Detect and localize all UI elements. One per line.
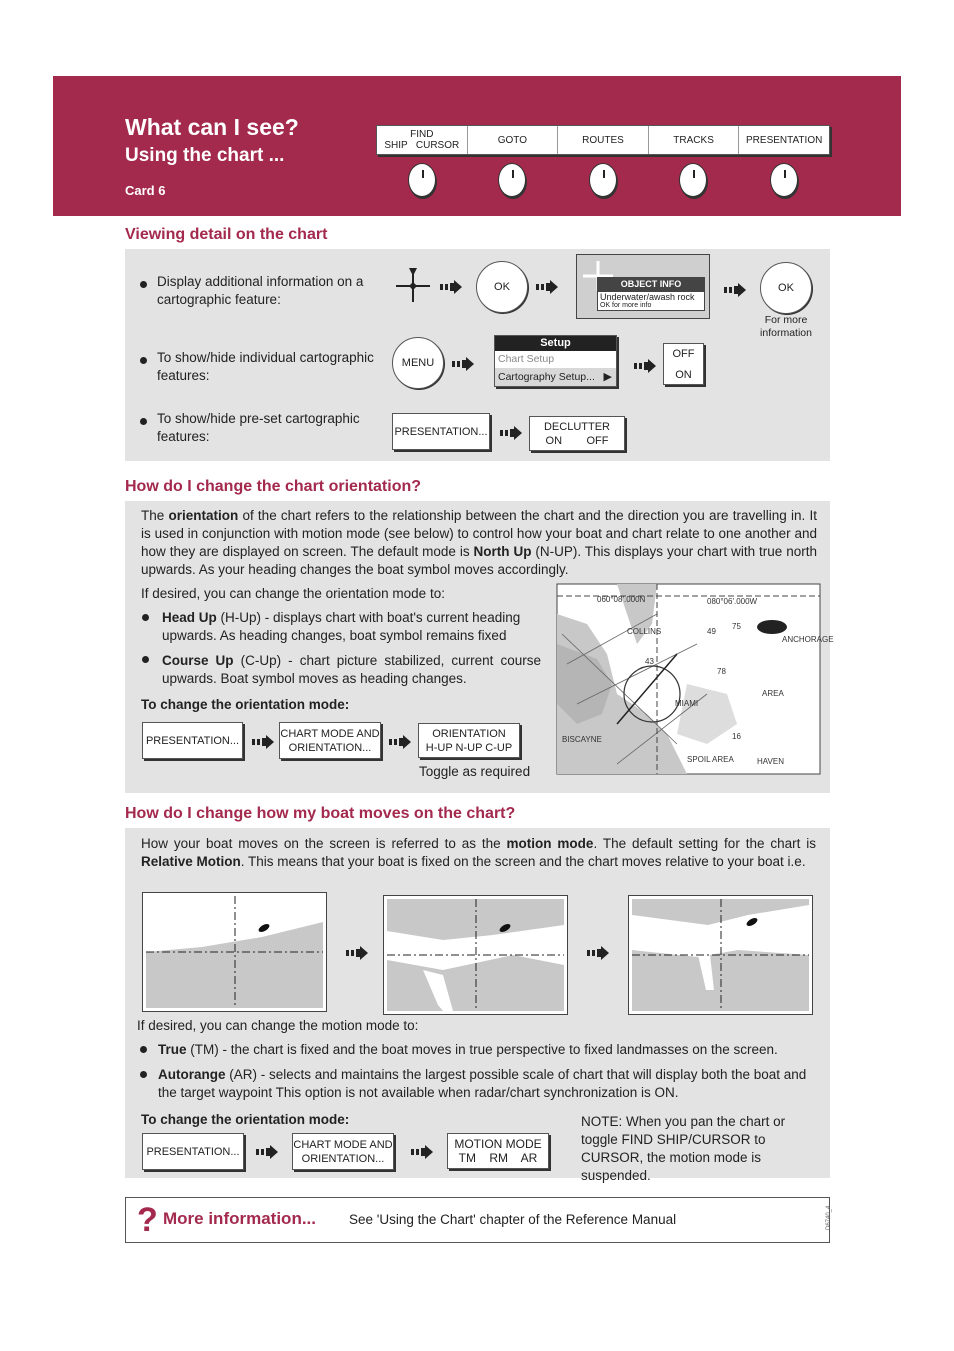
- orientation-options: H-UP N-UP C-UP: [425, 741, 513, 754]
- presentation-button[interactable]: PRESENTATION...: [142, 722, 243, 759]
- chart-label: 43: [645, 657, 654, 666]
- setup-title: Setup: [495, 336, 616, 351]
- declutter-options: ON OFF: [545, 434, 609, 447]
- chart-label: 16: [732, 732, 741, 741]
- declutter-toggle[interactable]: [529, 416, 625, 451]
- bullet: [142, 614, 149, 621]
- presentation-button[interactable]: PRESENTATION...: [392, 413, 490, 450]
- motion-frame-1: [142, 892, 327, 1012]
- orientation-heading: How do I change the chart orientation?: [125, 478, 422, 495]
- motion-heading: How do I change how my boat moves on the chart?: [125, 805, 516, 822]
- viewing-heading: Viewing detail on the chart: [125, 226, 328, 243]
- arrow-right-icon: [346, 946, 368, 960]
- setup-item-cartography[interactable]: [495, 368, 616, 386]
- term-autorange: Autorange: [158, 1067, 226, 1082]
- setup-item-chart[interactable]: Chart Setup: [498, 353, 555, 365]
- viewing-row1-text: Display additional information on a cartographic feature:: [157, 274, 364, 307]
- chart-label: 78: [717, 667, 726, 676]
- text: (H-Up) - displays chart with boat's current heading upwards. As heading changes, boat symbol remains fixed: [162, 610, 521, 643]
- bullet: [140, 281, 147, 288]
- arrow-right-icon: [252, 735, 274, 749]
- softkey-goto[interactable]: GOTO: [468, 126, 559, 154]
- viewing-row2-text: To show/hide individual cartographic features:: [157, 350, 374, 383]
- term-orientation: orientation: [168, 508, 239, 523]
- card-number: Card 6: [125, 183, 166, 198]
- chart-label: COLLINS: [627, 627, 662, 636]
- softkey-knob-1[interactable]: [408, 163, 436, 197]
- orientation-label: ORIENTATION: [432, 727, 506, 740]
- orientation-paragraph: [141, 507, 817, 579]
- arrow-right-icon: [389, 735, 411, 749]
- text: . This means that your boat is fixed on the screen and the chart moves relative to your boat i.e.: [240, 854, 806, 869]
- text: How your boat moves on the screen is referred to as the: [141, 836, 507, 851]
- term-motion-mode: motion mode: [506, 836, 594, 851]
- for-more-label: For more information: [760, 314, 812, 339]
- motion-mode-options: TM RM AR: [458, 1151, 538, 1165]
- nautical-chart-image: [557, 584, 834, 774]
- text: (N-UP). This displays your chart with true north upwards. As your heading changes the boat symbol moves accordingly.: [141, 544, 817, 577]
- term-head-up: Head Up: [162, 610, 217, 625]
- true-motion-item: [158, 1041, 818, 1059]
- head-up-item: [162, 609, 541, 645]
- arrow-right-icon: [411, 1145, 433, 1159]
- object-info-screen: [576, 254, 710, 319]
- object-info-panel: [597, 291, 705, 311]
- course-up-item: [162, 652, 541, 688]
- ok-button[interactable]: OK: [476, 261, 528, 313]
- chart-label: BISCAYNE: [562, 735, 602, 744]
- arrow-right-icon: [536, 280, 558, 294]
- motion-note: NOTE: When you pan the chart or toggle FIND SHIP/CURSOR to CURSOR, the motion mode is suspended.: [581, 1114, 786, 1183]
- motion-frame-3: [628, 895, 813, 1015]
- chart-label: MIAMI: [675, 699, 699, 708]
- chart-label: 060°08'.000N: [597, 595, 646, 604]
- motion-paragraph: [141, 835, 816, 871]
- setup-item-cartography-label: Cartography Setup...: [498, 371, 595, 383]
- motion-frame-2: [383, 895, 568, 1015]
- object-info-hint: OK for more info: [600, 302, 652, 309]
- arrow-right-icon: [440, 280, 462, 294]
- object-info-title: OBJECT INFO: [597, 277, 705, 291]
- chart-label: AREA: [762, 689, 784, 698]
- object-info-line: Underwater/awash rock: [600, 292, 695, 302]
- orientation-to-change: To change the orientation mode:: [141, 697, 350, 712]
- bullet: [140, 1046, 147, 1053]
- term-true: True: [158, 1042, 187, 1057]
- softkey-presentation[interactable]: PRESENTATION: [746, 134, 823, 146]
- document-code: D6740_4: [826, 1205, 832, 1230]
- autorange-item: [158, 1066, 818, 1102]
- page-subtitle: Using the chart ...: [125, 145, 285, 166]
- softkey-knob-4[interactable]: [679, 163, 707, 197]
- off-on-toggle[interactable]: [663, 343, 704, 385]
- bullet: [140, 357, 147, 364]
- chevron-right-icon: ▶: [603, 371, 612, 383]
- chart-label: ANCHORAGE: [782, 635, 834, 644]
- chart-mode-button[interactable]: CHART MODE AND ORIENTATION...: [292, 1133, 394, 1170]
- more-info-text: See 'Using the Chart' chapter of the Reference Manual: [349, 1212, 677, 1227]
- chart-label: SPOIL AREA: [687, 755, 734, 764]
- softkey-knob-2[interactable]: [498, 163, 526, 197]
- text: . The default setting for the chart is: [593, 836, 816, 851]
- chart-label: HAVEN: [757, 757, 784, 766]
- text: The: [141, 508, 169, 523]
- arrow-right-icon: [634, 359, 656, 373]
- arrow-right-icon: [256, 1145, 278, 1159]
- declutter-label: DECLUTTER: [543, 420, 610, 433]
- softkey-bar: [376, 125, 830, 155]
- viewing-row3-text: To show/hide pre-set cartographic features:: [157, 411, 360, 444]
- toggle-note: Toggle as required: [419, 764, 531, 779]
- text: (AR) - selects and maintains the largest possible scale of chart that will display both the boat and the target waypoint This option is not available when radar/chart synchronization is ON.: [158, 1067, 807, 1100]
- page-title: What can I see?: [125, 114, 299, 140]
- chart-label: 49: [707, 627, 716, 636]
- on-label: ON: [675, 369, 692, 381]
- menu-button[interactable]: MENU: [392, 337, 444, 389]
- cursor-icon: [392, 264, 434, 306]
- ok-button-2[interactable]: OK: [760, 262, 812, 314]
- bullet: [140, 418, 147, 425]
- text: (TM) - the chart is fixed and the boat moves in true perspective to fixed landmasses on the screen.: [186, 1042, 778, 1057]
- text: of the chart refers to the relationship between the chart and the direction you are travelling in. It is used in conjunction with motion mode (see below) to control how your boat and chart relate to one another and how they are displayed on screen. The default mode is: [141, 508, 817, 559]
- arrow-right-icon: [452, 357, 474, 371]
- softkey-find-ship[interactable]: FIND SHIP CURSOR: [377, 126, 468, 154]
- chart-mode-button[interactable]: CHART MODE AND ORIENTATION...: [279, 722, 381, 759]
- arrow-right-icon: [724, 283, 746, 297]
- softkey-tracks[interactable]: TRACKS: [649, 126, 740, 154]
- motion-mode-toggle[interactable]: [447, 1133, 549, 1169]
- text: (C-Up) - chart picture stabilized, current course upwards. Boat symbol moves as heading changes.: [162, 653, 541, 686]
- term-relative-motion: Relative Motion: [141, 854, 241, 869]
- orientation-if-desired: If desired, you can change the orientation mode to:: [141, 586, 445, 601]
- bullet: [142, 656, 149, 663]
- arrow-right-icon: [587, 946, 609, 960]
- softkey-knob-5[interactable]: [770, 163, 798, 197]
- term-course-up: Course Up: [162, 653, 234, 668]
- off-label: OFF: [672, 348, 695, 360]
- question-icon: ?: [137, 1201, 158, 1239]
- orientation-toggle[interactable]: [418, 723, 520, 758]
- presentation-button[interactable]: PRESENTATION...: [142, 1133, 244, 1170]
- motion-if-desired: If desired, you can change the motion mode to:: [137, 1018, 419, 1033]
- bullet: [140, 1071, 147, 1078]
- chart-label: 080°06'.000W: [707, 597, 758, 606]
- term-north-up: North Up: [473, 544, 532, 559]
- softkey-routes[interactable]: ROUTES: [558, 126, 649, 154]
- softkey-knob-3[interactable]: [589, 163, 617, 197]
- motion-mode-label: MOTION MODE: [454, 1137, 542, 1151]
- chart-label: 75: [732, 622, 741, 631]
- setup-menu: [494, 335, 617, 387]
- arrow-right-icon: [500, 426, 522, 440]
- more-info-title: More information...: [163, 1209, 316, 1228]
- motion-to-change: To change the orientation mode:: [141, 1112, 350, 1127]
